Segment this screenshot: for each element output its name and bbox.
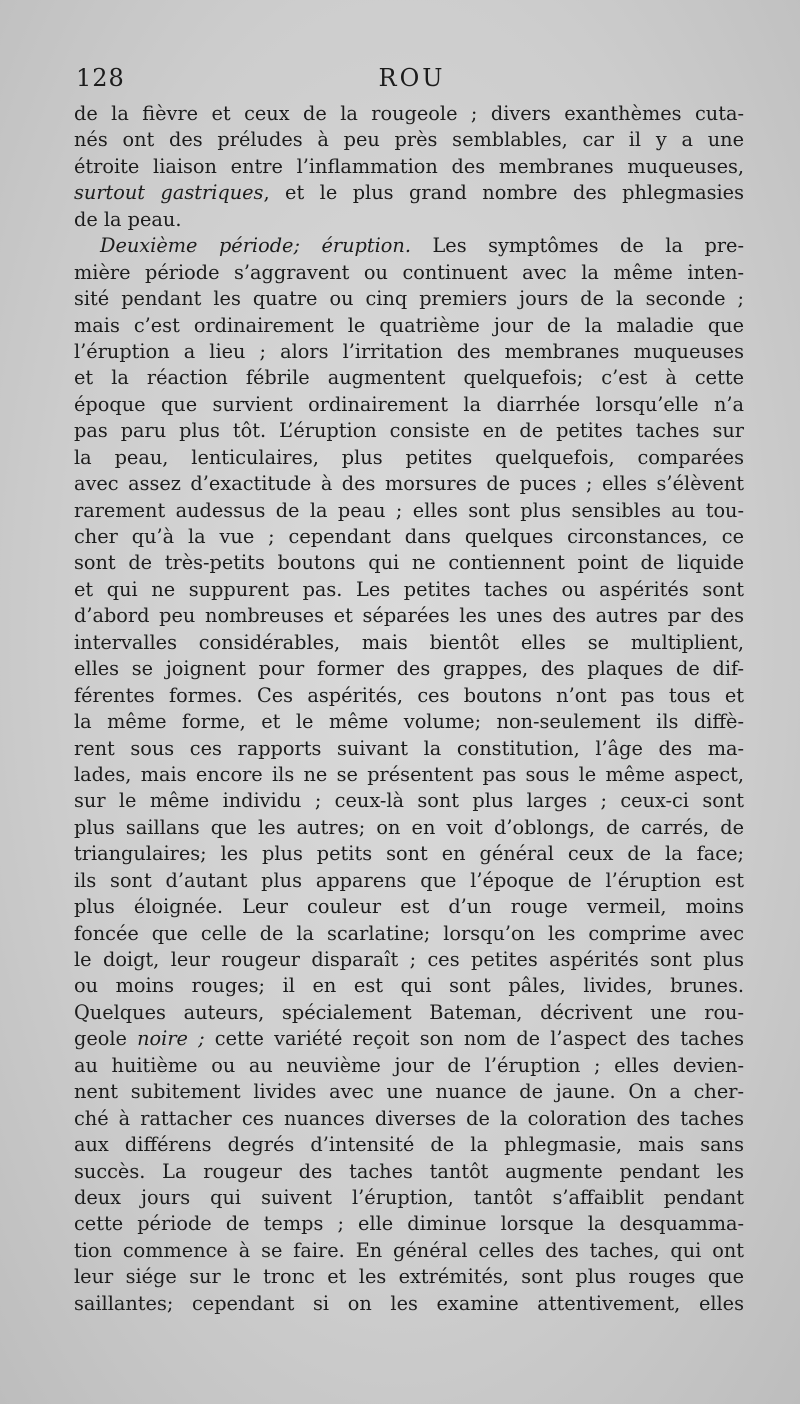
text-line-start: geole xyxy=(74,1027,138,1051)
text-line-italic-mid xyxy=(74,1026,744,1052)
text-line: plus saillans que les autres; on en voit d’oblongs, de carrés, de xyxy=(74,815,744,839)
text-line-rest: cette variété reçoit son nom de l’aspect des taches xyxy=(204,1027,744,1051)
text-line: de la fièvre et ceux de la rougeole ; divers exanthèmes cuta- xyxy=(74,102,744,125)
text-line: et la réaction fébrile augmentent quelquefois; c’est à cette xyxy=(74,366,744,390)
text-line: cher qu’à la vue ; cependant dans quelques circonstances, ce xyxy=(74,525,744,548)
text-line: elles se joignent pour former des grappes, des plaques de dif- xyxy=(74,657,744,681)
text-line: pas paru plus tôt. L’éruption consiste en de petites taches sur xyxy=(74,419,744,443)
text-line: sont de très-petits boutons qui ne contiennent point de liquide xyxy=(74,551,744,575)
text-line: leur siége sur le tronc et les extrémités, sont plus rouges que xyxy=(74,1265,744,1289)
text-line: triangulaires; les plus petits sont en général ceux de la face; xyxy=(74,842,744,866)
text-line: sité pendant les quatre ou cinq premiers jours de la seconde ; xyxy=(74,287,744,311)
text-line: deux jours qui suivent l’éruption, tantôt s’affaiblit pendant xyxy=(74,1185,744,1209)
text-line: lades, mais encore ils ne se présentent pas sous le même aspect, xyxy=(74,762,744,786)
text-line: époque que survient ordinairement la diarrhée lorsqu’elle n’a xyxy=(74,392,744,416)
text-line: et qui ne suppurent pas. Les petites taches ou aspérités sont xyxy=(74,577,744,601)
text-line: intervalles considérables, mais bientôt elles se multiplient, xyxy=(74,630,744,654)
text-line: au huitième ou au neuvième jour de l’éruption ; elles devien- xyxy=(74,1053,744,1077)
italic-phrase: surtout gastriques xyxy=(74,181,264,205)
text-line: nent subitement livides avec une nuance de jaune. On a cher- xyxy=(74,1080,744,1104)
text-line: sur le même individu ; ceux-là sont plus larges ; ceux-ci sont xyxy=(74,789,744,813)
text-line: ché à rattacher ces nuances diverses de la coloration des taches xyxy=(74,1106,744,1130)
text-line: aux différens degrés d’intensité de la phlegmasie, mais sans xyxy=(74,1133,744,1157)
text-line: de la peau. xyxy=(74,207,182,231)
text-line: tion commence à se faire. En général celles des taches, qui ont xyxy=(74,1238,744,1262)
text-line: plus éloignée. Leur couleur est d’un rouge vermeil, moins xyxy=(74,895,744,919)
text-line: rarement audessus de la peau ; elles sont plus sensibles au tou- xyxy=(74,498,744,522)
page-number: 128 xyxy=(76,64,125,92)
text-line: succès. La rougeur des taches tantôt augmente pendant les xyxy=(74,1159,744,1183)
text-line: foncée que celle de la scarlatine; lorsqu’on les comprime avec xyxy=(74,921,744,945)
italic-word: noire ; xyxy=(137,1027,205,1051)
text-line: saillantes; cependant si on les examine attentivement, elles xyxy=(74,1291,744,1315)
text-line: nés ont des préludes à peu près semblables, car il y a une xyxy=(74,128,744,152)
text-line: mais c’est ordinairement le quatrième jour de la maladie que xyxy=(74,313,744,337)
text-line: l’éruption a lieu ; alors l’irritation des membranes muqueuses xyxy=(74,339,744,363)
text-line: la même forme, et le même volume; non-seulement ils diffè- xyxy=(74,710,744,734)
text-line: d’abord peu nombreuses et séparées les unes des autres par des xyxy=(74,604,744,628)
running-head: ROU xyxy=(378,64,446,92)
text-line: rent sous ces rapports suivant la constitution, l’âge des ma- xyxy=(74,736,744,760)
section-heading-line xyxy=(74,233,744,259)
text-line: ou moins rouges; il en est qui sont pâles, livides, brunes. xyxy=(74,974,744,998)
body-text xyxy=(74,101,744,1317)
text-line: mière période s’aggravent ou continuent avec la même inten- xyxy=(74,260,744,284)
page-header xyxy=(72,64,752,100)
text-line: férentes formes. Ces aspérités, ces boutons n’ont pas tous et xyxy=(74,683,744,707)
text-line: avec assez d’exactitude à des morsures de puces ; elles s’élèvent xyxy=(74,472,744,496)
section-heading: Deuxième période; éruption. xyxy=(100,234,411,258)
text-line-rest: Les symptômes de la pre- xyxy=(410,234,744,258)
text-line-rest: , et le plus grand nombre des phlegmasies xyxy=(263,181,744,205)
text-line: cette période de temps ; elle diminue lorsque la desquamma- xyxy=(74,1212,744,1236)
text-line: la peau, lenticulaires, plus petites quelquefois, comparées xyxy=(74,445,744,469)
text-line: étroite liaison entre l’inflammation des membranes muqueuses, xyxy=(74,154,744,178)
text-line: le doigt, leur rougeur disparaît ; ces petites aspérités sont plus xyxy=(74,948,744,971)
text-line: ils sont d’autant plus apparens que l’époque de l’éruption est xyxy=(74,868,744,892)
text-line: Quelques auteurs, spécialement Bateman, décrivent une rou- xyxy=(74,1000,744,1024)
text-line-italic-start xyxy=(74,180,744,206)
